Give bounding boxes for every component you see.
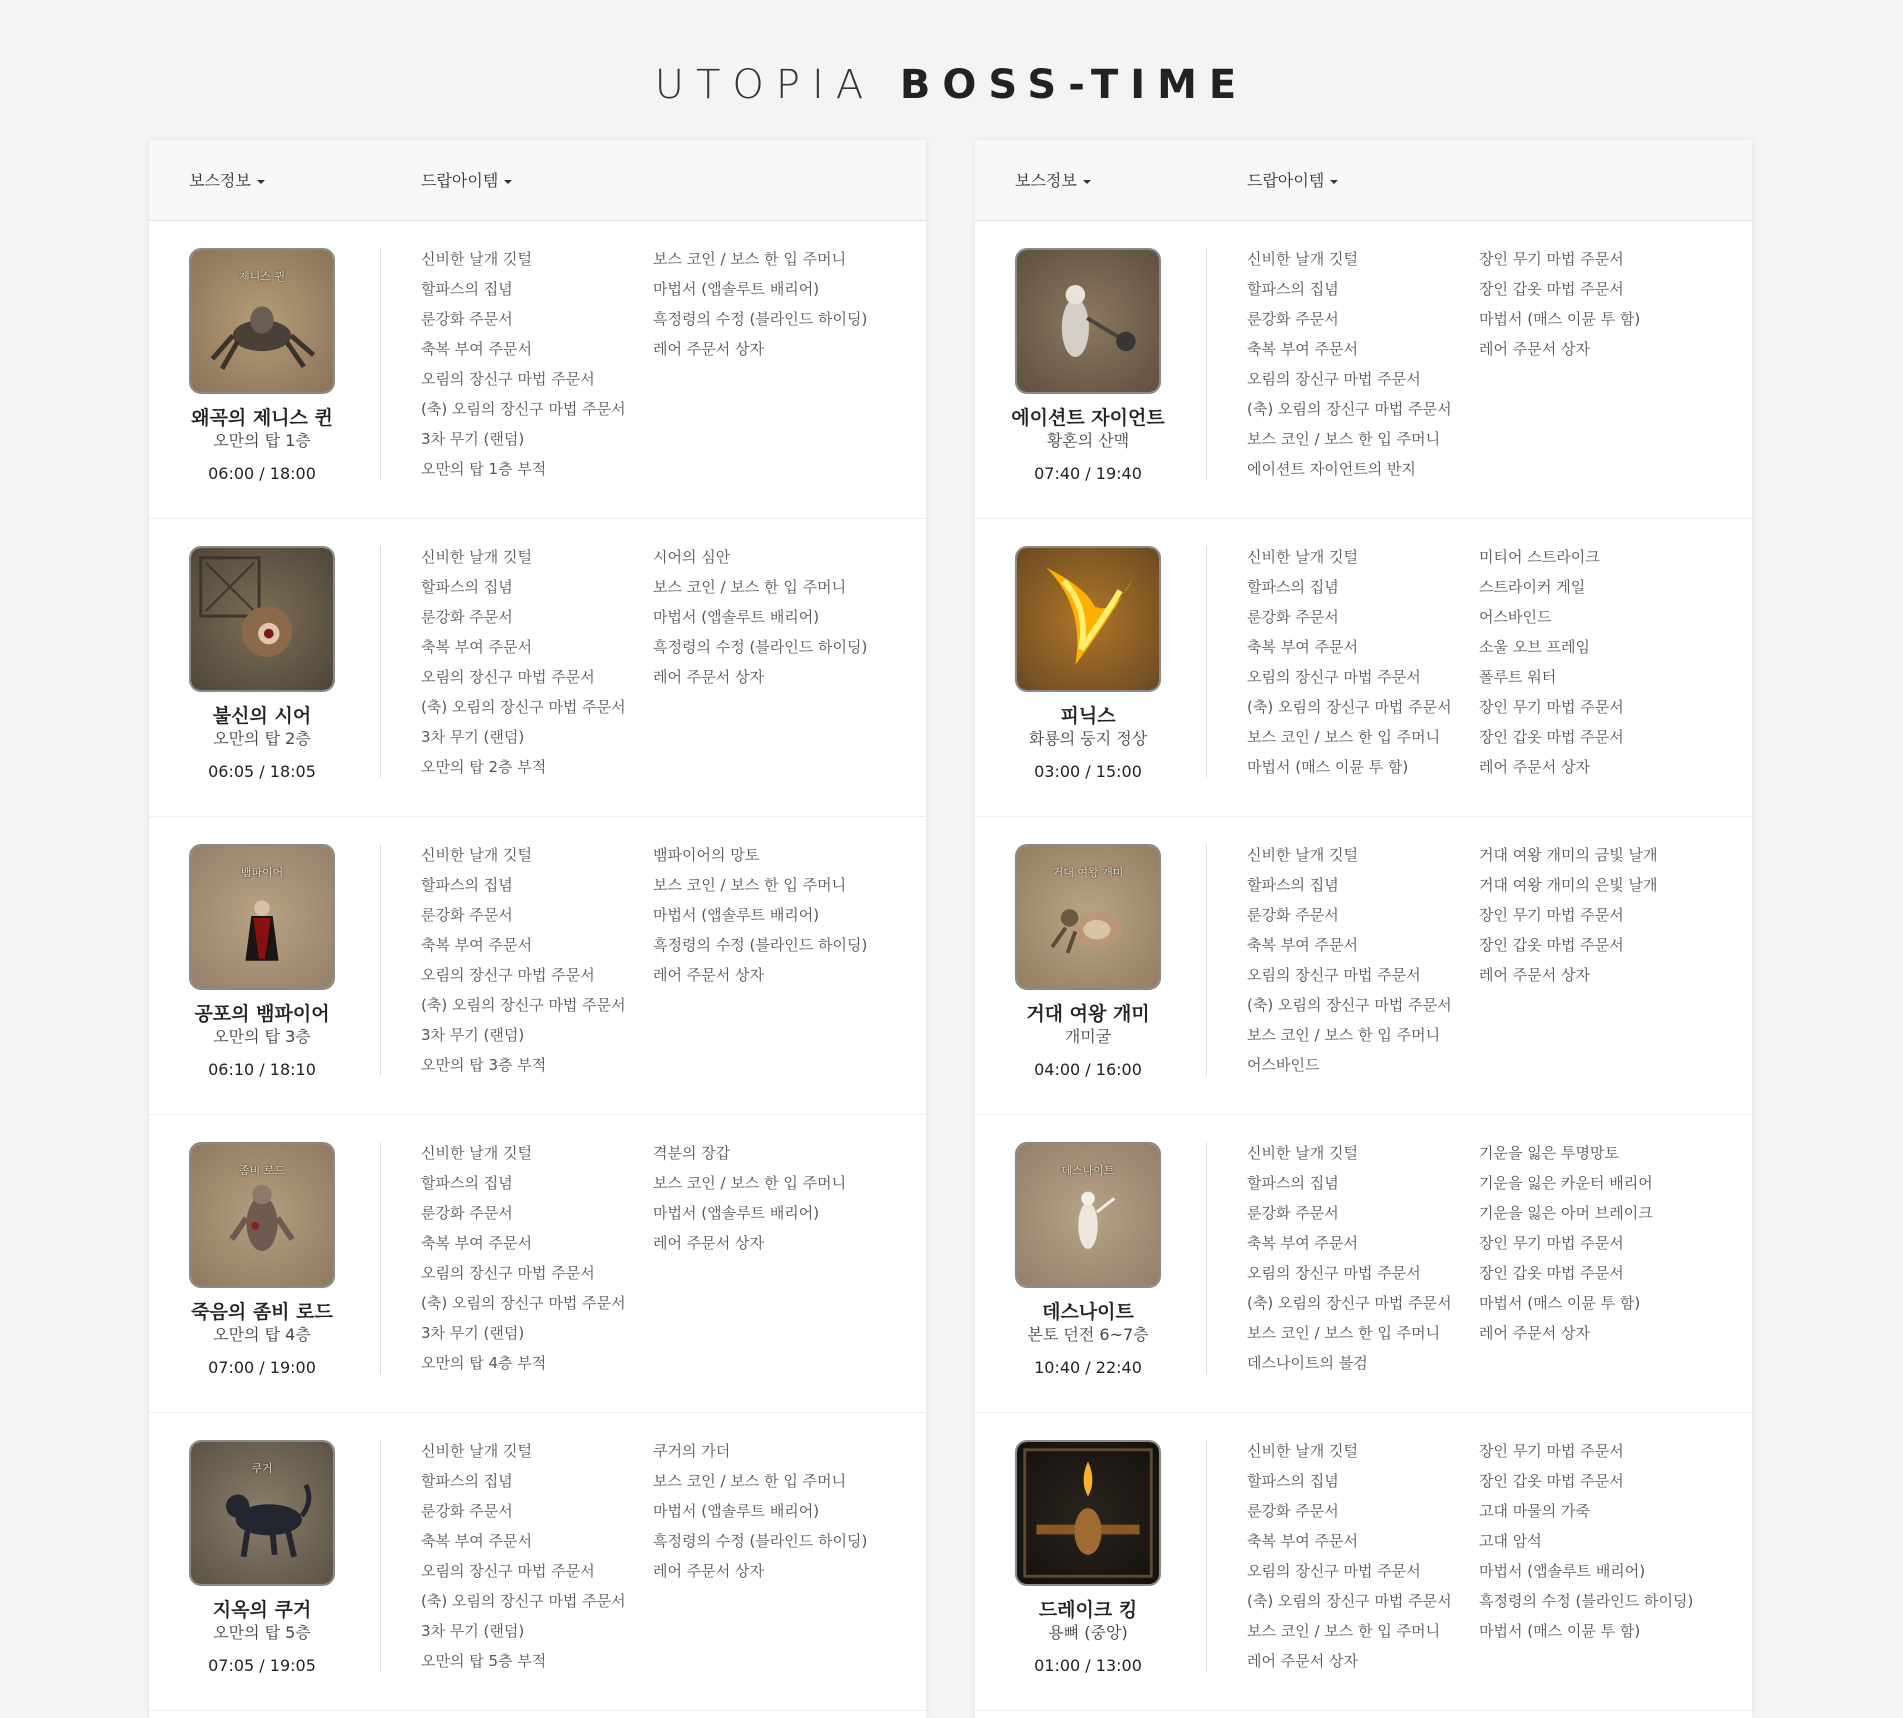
drop-list — [421, 840, 626, 1080]
drop-item: 장인 무기 마법 주문서 — [1479, 698, 1624, 716]
drop-item: 어스바인드 — [1479, 608, 1552, 626]
title-light: UTOPIA — [654, 62, 876, 108]
drop-item: 쿠거의 가더 — [653, 1442, 731, 1460]
divider — [380, 248, 381, 480]
divider — [380, 1142, 381, 1374]
drop-item: 마법서 (앱솔루트 배리어) — [653, 608, 820, 626]
boss-image — [1015, 844, 1161, 990]
drop-item: (축) 오림의 장신구 마법 주문서 — [1247, 1592, 1452, 1610]
drop-item: 신비한 날개 깃털 — [1247, 846, 1358, 864]
boss-spawn-time: 06:10 / 18:10 — [208, 1060, 316, 1079]
boss-list — [975, 221, 1752, 1711]
boss-name: 거대 여왕 개미 — [1026, 1003, 1150, 1025]
drop-item: 보스 코인 / 보스 한 입 주머니 — [653, 250, 847, 268]
drop-item: 마법서 (앱솔루트 배리어) — [653, 906, 820, 924]
boss-portrait — [191, 548, 333, 690]
drop-item: 3차 무기 (랜덤) — [421, 430, 525, 448]
drop-list — [653, 542, 867, 692]
boss-row — [975, 817, 1752, 1115]
boss-name: 지옥의 쿠거 — [212, 1599, 312, 1621]
drop-item: (축) 오림의 장신구 마법 주문서 — [1247, 400, 1452, 418]
drop-item: (축) 오림의 장신구 마법 주문서 — [1247, 698, 1452, 716]
boss-image-label: 제니스 퀸 — [238, 270, 285, 283]
drop-item: 룬강화 주문서 — [421, 608, 513, 626]
divider — [1206, 546, 1207, 778]
drop-item: 할파스의 집념 — [421, 578, 513, 596]
drop-item: 축복 부여 주문서 — [421, 638, 532, 656]
boss-row — [149, 1413, 926, 1711]
drop-item: 에이션트 자이언트의 반지 — [1247, 460, 1416, 478]
drop-items-label: 드랍아이템 — [1247, 171, 1325, 190]
drop-item: 룬강화 주문서 — [421, 1204, 513, 1222]
panel-header — [975, 140, 1752, 221]
drop-list — [1247, 1138, 1452, 1378]
boss-location: 황혼의 산맥 — [1046, 431, 1130, 450]
drop-item: 격분의 장갑 — [653, 1144, 731, 1162]
drop-list — [1247, 840, 1452, 1080]
drop-list — [1479, 1138, 1653, 1348]
drop-item: 레어 주문서 상자 — [1479, 1324, 1590, 1342]
boss-location: 오만의 탑 4층 — [213, 1325, 311, 1344]
boss-image — [1015, 1440, 1161, 1586]
divider — [1206, 844, 1207, 1076]
drop-item: (축) 오림의 장신구 마법 주문서 — [421, 1592, 626, 1610]
drop-item: 축복 부여 주문서 — [1247, 638, 1358, 656]
drop-item: 오만의 탑 5층 부적 — [421, 1652, 547, 1670]
drop-item: 마법서 (매스 이뮨 투 함) — [1479, 310, 1641, 328]
drop-item: 흑정령의 수정 (블라인드 하이딩) — [653, 310, 868, 328]
drop-item: 미티어 스트라이크 — [1479, 548, 1600, 566]
boss-location: 오만의 탑 1층 — [213, 431, 311, 450]
boss-image-label: 거대 여왕 개미 — [1052, 866, 1124, 879]
drop-item: 장인 갑옷 마법 주문서 — [1479, 280, 1624, 298]
divider — [380, 1440, 381, 1672]
boss-image — [189, 248, 335, 394]
drop-item: 보스 코인 / 보스 한 입 주머니 — [1247, 1026, 1441, 1044]
drop-item: 흑정령의 수정 (블라인드 하이딩) — [653, 638, 868, 656]
drop-item: 스트라이커 게일 — [1479, 578, 1586, 596]
drop-list — [421, 244, 626, 484]
boss-spawn-time: 06:05 / 18:05 — [208, 762, 316, 781]
boss-spawn-time: 03:00 / 15:00 — [1034, 762, 1142, 781]
drop-items-dropdown[interactable] — [1247, 168, 1338, 191]
boss-name: 에이션트 자이언트 — [1011, 407, 1165, 429]
boss-name: 왜곡의 제니스 퀸 — [191, 407, 333, 429]
drop-item: 보스 코인 / 보스 한 입 주머니 — [653, 1174, 847, 1192]
drop-item: 오만의 탑 4층 부적 — [421, 1354, 547, 1372]
drop-item: (축) 오림의 장신구 마법 주문서 — [421, 996, 626, 1014]
drop-list — [1479, 1436, 1693, 1646]
boss-portrait — [1017, 548, 1159, 690]
drop-item: 오림의 장신구 마법 주문서 — [1247, 668, 1421, 686]
drop-list — [653, 244, 867, 364]
drop-item: 고대 마물의 가죽 — [1479, 1502, 1590, 1520]
boss-info-label: 보스정보 — [189, 171, 251, 190]
drop-item: 마법서 (앱솔루트 배리어) — [653, 280, 820, 298]
boss-image — [189, 1440, 335, 1586]
drop-item: 레어 주문서 상자 — [1247, 1652, 1358, 1670]
drop-item: 보스 코인 / 보스 한 입 주머니 — [1247, 1324, 1441, 1342]
drop-item: 룬강화 주문서 — [1247, 906, 1339, 924]
drop-item: 거대 여왕 개미의 은빛 날개 — [1479, 876, 1658, 894]
drop-item: 흑정령의 수정 (블라인드 하이딩) — [653, 936, 868, 954]
drop-item: 보스 코인 / 보스 한 입 주머니 — [653, 578, 847, 596]
drop-item: 할파스의 집념 — [421, 280, 513, 298]
drop-item: 장인 무기 마법 주문서 — [1479, 250, 1624, 268]
boss-image — [1015, 248, 1161, 394]
drop-item: 오만의 탑 1층 부적 — [421, 460, 547, 478]
drop-item: 기운을 잃은 카운터 배리어 — [1479, 1174, 1653, 1192]
boss-spawn-time: 06:00 / 18:00 — [208, 464, 316, 483]
divider — [1206, 248, 1207, 480]
boss-location: 본토 던전 6~7층 — [1027, 1325, 1149, 1344]
drop-item: 흑정령의 수정 (블라인드 하이딩) — [1479, 1592, 1694, 1610]
drop-item: 오림의 장신구 마법 주문서 — [1247, 1264, 1421, 1282]
boss-image — [1015, 546, 1161, 692]
drop-item: 오림의 장신구 마법 주문서 — [421, 668, 595, 686]
drop-items-label: 드랍아이템 — [421, 171, 499, 190]
boss-row — [149, 1115, 926, 1413]
boss-portrait — [1017, 1442, 1159, 1584]
boss-panel-left — [149, 140, 926, 1718]
drop-list — [1479, 244, 1640, 364]
drop-item: 축복 부여 주문서 — [1247, 1532, 1358, 1550]
drop-item: 3차 무기 (랜덤) — [421, 1622, 525, 1640]
drop-item: (축) 오림의 장신구 마법 주문서 — [421, 1294, 626, 1312]
drop-item: 거대 여왕 개미의 금빛 날개 — [1479, 846, 1658, 864]
boss-info-label: 보스정보 — [1015, 171, 1077, 190]
boss-location: 오만의 탑 2층 — [213, 729, 311, 748]
boss-image — [189, 844, 335, 990]
caret-down-icon — [1083, 180, 1091, 184]
divider — [1206, 1440, 1207, 1672]
boss-image-label: 쿠거 — [251, 1462, 273, 1475]
drop-item: 할파스의 집념 — [1247, 280, 1339, 298]
drop-item: 레어 주문서 상자 — [653, 668, 764, 686]
drop-item: 3차 무기 (랜덤) — [421, 728, 525, 746]
boss-row — [149, 817, 926, 1115]
drop-item: 소울 오브 프레임 — [1479, 638, 1590, 656]
drop-item: 축복 부여 주문서 — [421, 1234, 532, 1252]
divider — [380, 844, 381, 1076]
boss-row — [975, 519, 1752, 817]
divider — [1206, 1142, 1207, 1374]
drop-item: 마법서 (매스 이뮨 투 함) — [1479, 1294, 1641, 1312]
drop-item: 장인 무기 마법 주문서 — [1479, 1234, 1624, 1252]
drop-item: 신비한 날개 깃털 — [1247, 1144, 1358, 1162]
drop-item: 축복 부여 주문서 — [1247, 1234, 1358, 1252]
drop-items-dropdown[interactable] — [421, 168, 512, 191]
drop-list — [421, 1138, 626, 1378]
drop-item: 룬강화 주문서 — [1247, 1204, 1339, 1222]
drop-item: 오림의 장신구 마법 주문서 — [1247, 370, 1421, 388]
boss-location: 용뼈 (중앙) — [1048, 1623, 1128, 1642]
boss-panel-right — [975, 140, 1752, 1718]
drop-list — [421, 1436, 626, 1676]
drop-item: 신비한 날개 깃털 — [421, 250, 532, 268]
drop-list — [653, 1138, 846, 1258]
drop-item: 흑정령의 수정 (블라인드 하이딩) — [653, 1532, 868, 1550]
boss-image — [189, 1142, 335, 1288]
boss-image — [189, 546, 335, 692]
boss-location: 화룡의 둥지 정상 — [1028, 729, 1148, 748]
boss-location: 오만의 탑 5층 — [213, 1623, 311, 1642]
drop-item: 보스 코인 / 보스 한 입 주머니 — [1247, 1622, 1441, 1640]
drop-item: 어스바인드 — [1247, 1056, 1320, 1074]
drop-list — [1479, 840, 1657, 990]
boss-row — [975, 1115, 1752, 1413]
drop-item: 시어의 심안 — [653, 548, 731, 566]
boss-spawn-time: 07:05 / 19:05 — [208, 1656, 316, 1675]
drop-item: 뱀파이어의 망토 — [653, 846, 760, 864]
boss-spawn-time: 07:40 / 19:40 — [1034, 464, 1142, 483]
drop-item: 오림의 장신구 마법 주문서 — [421, 1264, 595, 1282]
drop-item: 데스나이트의 불검 — [1247, 1354, 1368, 1372]
boss-image-label: 뱀파이어 — [240, 866, 284, 879]
drop-item: 할파스의 집념 — [421, 1174, 513, 1192]
drop-item: 할파스의 집념 — [421, 1472, 513, 1490]
boss-portrait — [1017, 250, 1159, 392]
drop-list — [1479, 542, 1624, 782]
drop-item: 마법서 (매스 이뮨 투 함) — [1247, 758, 1409, 776]
boss-spawn-time: 01:00 / 13:00 — [1034, 1656, 1142, 1675]
caret-down-icon — [257, 180, 265, 184]
boss-row — [149, 519, 926, 817]
drop-item: 보스 코인 / 보스 한 입 주머니 — [653, 876, 847, 894]
drop-item: 신비한 날개 깃털 — [1247, 548, 1358, 566]
drop-item: (축) 오림의 장신구 마법 주문서 — [1247, 996, 1452, 1014]
boss-spawn-time: 04:00 / 16:00 — [1034, 1060, 1142, 1079]
drop-item: 축복 부여 주문서 — [1247, 936, 1358, 954]
drop-item: 오만의 탑 3층 부적 — [421, 1056, 547, 1074]
boss-image — [1015, 1142, 1161, 1288]
drop-item: 레어 주문서 상자 — [1479, 758, 1590, 776]
drop-item: 마법서 (앱솔루트 배리어) — [653, 1204, 820, 1222]
caret-down-icon — [504, 180, 512, 184]
drop-item: 오림의 장신구 마법 주문서 — [1247, 1562, 1421, 1580]
drop-item: 룬강화 주문서 — [421, 1502, 513, 1520]
boss-name: 드레이크 킹 — [1038, 1599, 1138, 1621]
boss-spawn-time: 07:00 / 19:00 — [208, 1358, 316, 1377]
drop-item: 신비한 날개 깃털 — [421, 1442, 532, 1460]
drop-item: 장인 갑옷 마법 주문서 — [1479, 728, 1624, 746]
drop-item: 할파스의 집념 — [1247, 1472, 1339, 1490]
drop-list — [1247, 244, 1452, 484]
drop-item: 고대 암석 — [1479, 1532, 1542, 1550]
drop-item: 룬강화 주문서 — [1247, 310, 1339, 328]
drop-list — [1247, 1436, 1452, 1676]
drop-list — [421, 542, 626, 782]
drop-item: 신비한 날개 깃털 — [1247, 250, 1358, 268]
drop-item: 3차 무기 (랜덤) — [421, 1026, 525, 1044]
drop-item: 3차 무기 (랜덤) — [421, 1324, 525, 1342]
drop-item: 기운을 잃은 투명망토 — [1479, 1144, 1619, 1162]
drop-item: 할파스의 집념 — [1247, 1174, 1339, 1192]
drop-item: 레어 주문서 상자 — [653, 340, 764, 358]
drop-item: 축복 부여 주문서 — [421, 1532, 532, 1550]
panel-header — [149, 140, 926, 221]
drop-item: 마법서 (매스 이뮨 투 함) — [1479, 1622, 1641, 1640]
drop-item: 오림의 장신구 마법 주문서 — [421, 370, 595, 388]
drop-item: 신비한 날개 깃털 — [1247, 1442, 1358, 1460]
drop-item: 할파스의 집념 — [421, 876, 513, 894]
drop-item: 축복 부여 주문서 — [1247, 340, 1358, 358]
drop-item: 장인 무기 마법 주문서 — [1479, 906, 1624, 924]
drop-item: 룬강화 주문서 — [421, 906, 513, 924]
drop-item: 축복 부여 주문서 — [421, 340, 532, 358]
boss-list — [149, 221, 926, 1711]
drop-item: (축) 오림의 장신구 마법 주문서 — [1247, 1294, 1452, 1312]
drop-list — [1247, 542, 1452, 782]
drop-item: 폴루트 워터 — [1479, 668, 1557, 686]
drop-item: 레어 주문서 상자 — [653, 1234, 764, 1252]
drop-item: 축복 부여 주문서 — [421, 936, 532, 954]
boss-location: 오만의 탑 3층 — [213, 1027, 311, 1046]
boss-name: 데스나이트 — [1042, 1301, 1134, 1323]
drop-item: 룬강화 주문서 — [421, 310, 513, 328]
drop-item: 보스 코인 / 보스 한 입 주머니 — [1247, 728, 1441, 746]
drop-item: (축) 오림의 장신구 마법 주문서 — [421, 400, 626, 418]
drop-item: 오림의 장신구 마법 주문서 — [421, 1562, 595, 1580]
boss-image-label: 좀비 로드 — [238, 1164, 285, 1177]
drop-item: 룬강화 주문서 — [1247, 608, 1339, 626]
boss-info-dropdown[interactable] — [1015, 168, 1091, 191]
boss-spawn-time: 10:40 / 22:40 — [1034, 1358, 1142, 1377]
drop-item: 장인 갑옷 마법 주문서 — [1479, 1264, 1624, 1282]
drop-item: 신비한 날개 깃털 — [421, 548, 532, 566]
divider — [380, 546, 381, 778]
boss-name: 피닉스 — [1060, 705, 1116, 727]
drop-item: 장인 무기 마법 주문서 — [1479, 1442, 1624, 1460]
title-bold: BOSS-TIME — [899, 62, 1249, 108]
drop-item: 신비한 날개 깃털 — [421, 846, 532, 864]
boss-name: 공포의 뱀파이어 — [194, 1003, 330, 1025]
drop-item: 할파스의 집념 — [1247, 876, 1339, 894]
drop-list — [653, 840, 867, 990]
drop-item: 레어 주문서 상자 — [1479, 966, 1590, 984]
drop-item: (축) 오림의 장신구 마법 주문서 — [421, 698, 626, 716]
drop-item: 신비한 날개 깃털 — [421, 1144, 532, 1162]
boss-row — [975, 221, 1752, 519]
drop-item: 레어 주문서 상자 — [1479, 340, 1590, 358]
drop-item: 룬강화 주문서 — [1247, 1502, 1339, 1520]
boss-info-dropdown[interactable] — [189, 168, 265, 191]
drop-item: 마법서 (앱솔루트 배리어) — [653, 1502, 820, 1520]
drop-item: 오만의 탑 2층 부적 — [421, 758, 547, 776]
boss-row — [149, 221, 926, 519]
drop-item: 보스 코인 / 보스 한 입 주머니 — [1247, 430, 1441, 448]
boss-location: 개미굴 — [1064, 1027, 1112, 1046]
drop-item: 오림의 장신구 마법 주문서 — [1247, 966, 1421, 984]
drop-item: 보스 코인 / 보스 한 입 주머니 — [653, 1472, 847, 1490]
drop-item: 오림의 장신구 마법 주문서 — [421, 966, 595, 984]
drop-item: 할파스의 집념 — [1247, 578, 1339, 596]
drop-item: 마법서 (앱솔루트 배리어) — [1479, 1562, 1646, 1580]
drop-item: 장인 갑옷 마법 주문서 — [1479, 936, 1624, 954]
caret-down-icon — [1330, 180, 1338, 184]
boss-name: 죽음의 좀비 로드 — [191, 1301, 333, 1323]
boss-image-label: 데스나이트 — [1061, 1164, 1115, 1177]
page-title — [0, 60, 1903, 110]
drop-item: 장인 갑옷 마법 주문서 — [1479, 1472, 1624, 1490]
boss-row — [975, 1413, 1752, 1711]
boss-name: 불신의 시어 — [212, 705, 312, 727]
drop-item: 기운을 잃은 아머 브레이크 — [1479, 1204, 1653, 1222]
drop-item: 레어 주문서 상자 — [653, 966, 764, 984]
drop-list — [653, 1436, 867, 1586]
drop-item: 레어 주문서 상자 — [653, 1562, 764, 1580]
